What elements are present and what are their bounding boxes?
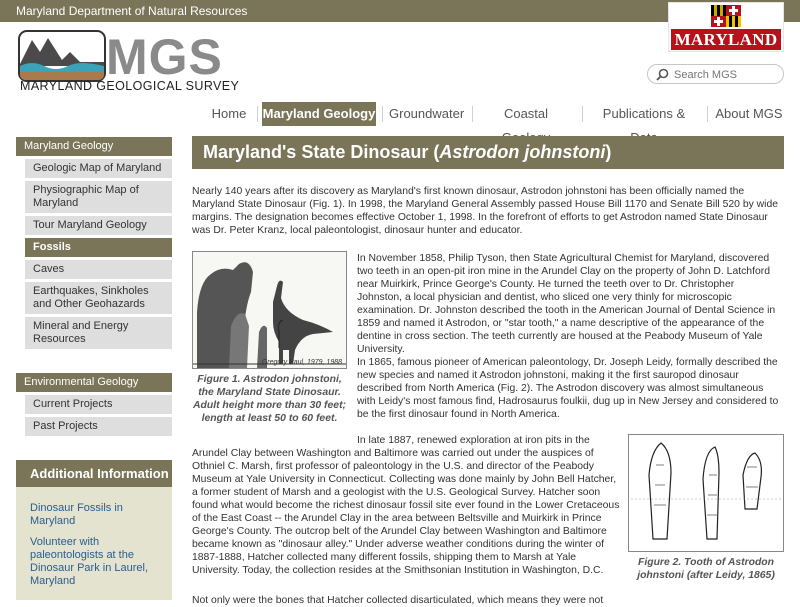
mountain-wave-logo-icon [18,30,106,82]
figure-1-caption: Figure 1. Astrodon johnstoni, the Maryland State Dinosaur. Adult height more than 30 feet; length at least 50 to 60 feet. [193,374,346,424]
nav-publications-data[interactable]: Publications & [602,106,686,121]
nav-divider [382,106,383,122]
paragraph-intro: Nearly 140 years after its discovery as Maryland's first known dinosaur, Astrodon johnstoni has been officially named the Maryland State Dinosaur (Fig. 1). In 1998, the Maryland General Assembly passed House Bill 1170 and Senate Bill 520 by wide margins. The designation becomes effective October 1, 1998. In the forefront of efforts to get Astrodon named State Dinosaur was Dr. Peter Kranz, local paleontologist, dinosaur hunter and educator. [192,186,779,236]
figure-1-credit: Gregory Paul, 1979, 1988 [261,359,342,366]
nav-home[interactable]: Home [211,106,247,121]
figure-2-image[interactable] [628,434,784,552]
nav-divider [707,106,708,122]
sidebar-item-past-projects[interactable]: Past Projects [25,417,172,436]
maryland-flag-icon [711,5,741,27]
nav-divider [582,106,583,122]
nav-about-mgs[interactable]: About MGS [715,106,783,121]
additional-info-box [16,460,172,600]
sidebar-item-tour[interactable]: Tour Maryland Geology [25,216,172,235]
figure-1-image[interactable] [192,251,347,369]
paragraph-continued: Not only were the bones that Hatcher collected disarticulated, which means they were not [192,595,604,606]
mgs-subtitle: MARYLAND GEOLOGICAL SURVEY [20,79,240,93]
nav-groundwater[interactable]: Groundwater [389,106,465,121]
nav-maryland-geology[interactable]: Maryland Geology [262,102,376,126]
title-suffix: ) [605,142,612,162]
sidebar-item-physiographic-map[interactable]: Physiographic Map of Maryland [25,181,172,213]
nav-divider [472,106,473,122]
agency-link[interactable]: Maryland Department of Natural Resources [16,4,248,18]
paragraph-leidy: In 1865, famous pioneer of American paleontology, Dr. Joseph Leidy, formally described the new species and named it Astrodon johnstoni, making it the first sauropod dinosaur described from North America (Fig. 2). The Astrodon discovery was almost simultaneous with Leidy's most famous find, Hadrosaurus foulkii, dug up in New Jersey and considered to be the first dinosaur found in North America. [357,357,779,420]
sidebar-item-current-projects[interactable]: Current Projects [25,395,172,414]
sidebar-item-geologic-map[interactable]: Geologic Map of Maryland [25,159,172,178]
link-volunteer-dinosaur-park[interactable]: Volunteer with paleontologists at the Dinosaur Park in Laurel, Maryland [30,536,149,587]
sidebar-heading-environmental-geology[interactable]: Environmental Geology [16,373,172,392]
search-input[interactable] [674,67,778,82]
tooth-drawing-icon [629,435,783,551]
paragraph-discovery: In November 1858, Philip Tyson, then State Agricultural Chemist for Maryland, discovered two teeth in an open-pit iron mine in the Arundel Clay on the property of John D. Latchford near Muirkirk, Prince George's County. He turned the teeth over to Dr. Christopher Johnston, a local physician and dentist, who sliced one very thinly for microscopic examination. Dr. Johnston described the tooth in the American Journal of Dental Science in 1859 and named it Astrodon, or "star tooth," a name descriptive of the appearance of the dentine in cross section. The teeth currently are housed at the Peabody Museum of Yale University. [357,253,776,355]
paragraph-hatcher: In late 1887, renewed exploration at iron pits in the Arundel Clay between Washington and Baltimore was carried out under the auspices of Othniel C. Marsh, first professor of paleontology in the U.S. and director of the Peabody Museum at Yale University in Connecticut. Collecting was done mainly by John Bell Hatcher, a former student of Marsh and a geologist with the U.S. Geological Survey. Hatcher soon found what would become the richest dinosaur fossil site ever found in the Lower Cretaceous of the East Coast -- the Arundel Clay in the area between Beltsville and Muirkirk in Prince George's County. The outcrop belt of the Arundel Clay between Washington and Baltimore became known as "dinosaur alley." Under adverse weather conditions during the winter of 1887-1888, Hatcher collected many different fossils, shipping them to Marsh at Yale University. Today, the collection resides at the Smithsonian Institution in Washington, D.C. [192,435,620,576]
sidebar-item-caves[interactable]: Caves [25,260,172,279]
sidebar-item-geohazards[interactable]: Earthquakes, Sinkholes and Other Geohazards [25,282,172,314]
search-icon[interactable] [656,68,669,81]
additional-info-heading: Additional Information [16,460,172,487]
title-prefix: Maryland's State Dinosaur ( [203,142,440,162]
state-logo-text: MARYLAND [671,29,781,50]
search-box[interactable] [647,64,784,84]
sidebar-heading-maryland-geology[interactable]: Maryland Geology [16,137,172,156]
title-scientific-name: Astrodon johnstoni [439,142,606,162]
link-dinosaur-fossils[interactable]: Dinosaur Fossils in Maryland [30,502,123,527]
nav-coastal-geology[interactable]: Coastal [503,106,549,121]
sidebar-item-mineral-energy[interactable]: Mineral and Energy Resources [25,317,172,349]
mgs-wordmark: MGS [106,29,223,85]
dinosaur-illustration-icon [193,252,346,368]
figure-2-caption: Figure 2. Tooth of Astrodon johnstoni (after Leidy, 1865) [637,557,775,581]
page-title [192,136,784,169]
nav-divider [257,106,258,122]
sidebar-item-fossils[interactable]: Fossils [25,238,172,257]
maryland-state-logo[interactable] [668,2,784,52]
